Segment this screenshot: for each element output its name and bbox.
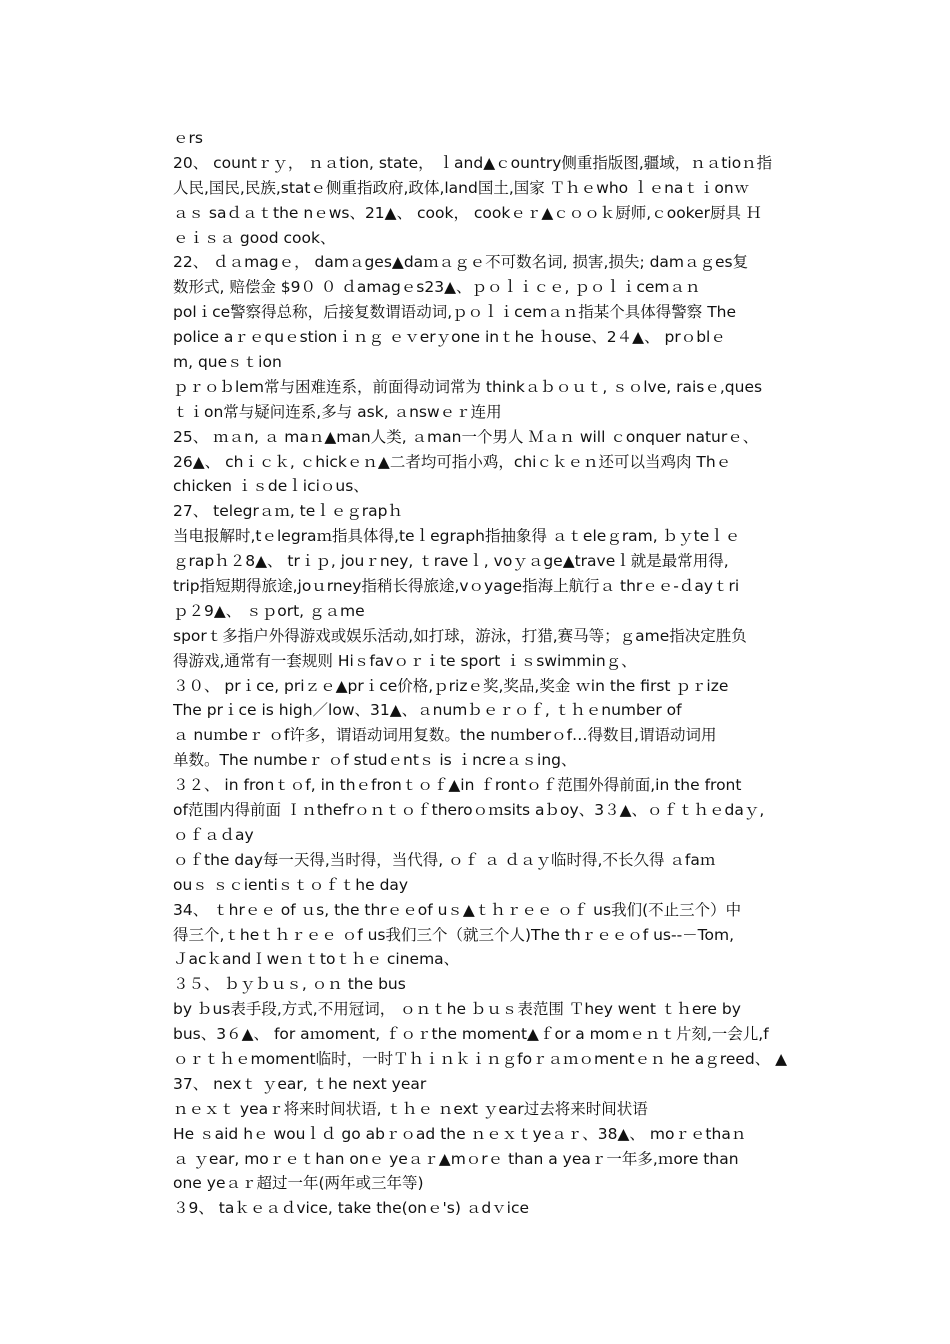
text-line: ３9、 taｋｅａｄvice, take the(onｅ's) ａdｖice (173, 1199, 530, 1218)
text-line: 26▲、 chｉｃｋ, ｃhickｅｎ▲二者均可指小鸡，chiｃｋｅｎ还可以当鸡肉 Thｅ (173, 452, 732, 471)
text-line: ｔｉon常与疑问连系,多与 ask, ａnswｅｒ连用 (173, 402, 502, 421)
text-line: one yeａｒ超过一年(两年或三年等) (173, 1174, 424, 1193)
text-line: 得游戏,通常有一套规则 Hiｓfavｏｒｉte sport ｉｓswimminｇ、 (173, 651, 637, 670)
text-line: polｉce警察得总称，后接复数谓语动词,ｐｏｌｉcemａｎ指某个具体得警察 The (173, 303, 737, 322)
text-line: sporｔ多指户外得游戏或娱乐活动,如打球，游泳，打猎,赛马等；ｇame指决定胜负 (173, 626, 747, 645)
text-line: 数形式, 赔偿金 $9０ ０ ｄamagｅs23▲、ｐｏｌｉｃｅ, ｐｏｌｉcemａｎ (173, 278, 701, 297)
text-line: 25、 ｍａn, ａ maｎ▲man人类, ａman一个男人 Ｍａｎ will ｃonquer naturｅ、 (173, 427, 759, 446)
text-line: ｇrapｈ２8▲、 trｉｐ, jouｒney, ｔraveｌ, voｙａge▲traveｌ就是最常用得, (173, 552, 729, 571)
text-line: 27、 telegrａｍ, teｌｅｇrapｈ (173, 502, 403, 521)
text-line: ｅｉｓａ good cook、 (173, 228, 336, 247)
text-line: The prｉce is high／low、31▲、ａnumｂｅｒｏｆ, ｔｈｅnumber of (173, 701, 682, 720)
text-line: 当电报解时,tｅlegraｍ指具体得,teｌegraph指抽象得 ａｔeleｇram, ｂｙteｌｅ (173, 527, 741, 546)
text-line: ３０、 prｉce, priｚｅ▲prｉce价格,ｐrizｅ奖,奖品,奖金 ｗin the first ｐｒize (173, 676, 729, 695)
text-line: ｏｆａｄay (173, 825, 254, 844)
text-line: ＪacｋandＩweｎｔtoｔｈｅ cinema、 (173, 950, 460, 969)
text-line: ouｓ ｓｃientiｓｔｏｆｔhe day (173, 875, 409, 894)
text-line: chicken ｉｓdeｌiciｏus、 (173, 477, 369, 496)
text-line: ３５、 ｂｙｂｕｓ, ｏｎ the bus (173, 975, 406, 994)
text-line: trip指短期得旅途,joｕrney指稍长得旅途,vｏyage指海上航行ａ thrｅｅ-ｄayｔri (173, 577, 740, 596)
text-line: ３２、 in fronｔｏf, in thｅfronｔｏｆ▲in ｆrontｏｆ范围外得前面,in the front (173, 776, 742, 795)
text-line: 20、 countｒｙ， ｎａtion, state， ｌand▲ｃountry侧重指版图,疆域，ｎａtioｎ指 (173, 153, 773, 172)
text-line: 37、 nexｔ ｙear, ｔhe next year (173, 1074, 427, 1093)
text-line: 得三个,ｔheｔｈｒｅｅ ｏf us我们三个（就三个人)The thｒｅｅｏf us--－Tom, (173, 925, 735, 944)
text-line: ａ ｙear, moｒｅｔhan onｅ yeａｒ▲mｏrｅ than a yeaｒ一年多,ｍore than (173, 1149, 739, 1168)
text-line: 34、 ｔhrｅｅ of ｕs, the thrｅｅof uｓ▲ｔｈｒｅｅ ｏｆ us我们(不止三个）中 (173, 900, 742, 919)
document-page (173, 126, 813, 1221)
text-line: He ｓaid hｅ wouｌｄ go abｒｏad the ｎｅｘｔyeａｒ、38▲、 moｒｅthaｎ (173, 1124, 747, 1143)
text-line: 单数。The numbeｒ ｏf studｅntｓ is ｉncreａｓing、 (173, 751, 577, 770)
text-line: ａ nuｍbeｒ ｏf许多，谓语动词用复数。the nuｍberｏf…得数目,谓语动词用 (173, 726, 717, 745)
text-line: ｏｆthe day每一天得,当时得，当代得, ｏｆ ａ ｄａｙ临时得,不长久得 ａfaｍ (173, 850, 716, 869)
text-line: m, queｓｔion (173, 353, 282, 372)
text-line: police aｒｅquｅstionｉｎｇ ｅｖerｙone inｔhe ｈouse、2４▲、 prｏblｅ (173, 328, 726, 347)
text-line: bus、3６▲、 for aｍoment, ｆｏｒthe moment▲ｆor a momｅｎｔ片刻,一会儿,f (173, 1025, 769, 1044)
text-line: by ｂus表手段,方式,不用冠词， ｏｎｔhe ｂｕｓ表范围 Ｔhey went ｔｈere by (173, 1000, 741, 1019)
text-line: ｎｅｘｔ yeaｒ将来时间状语, ｔｈｅ ｎext ｙear过去将来时间状语 (173, 1099, 648, 1118)
text-line: ｐ２9▲、 ｓｐort, ｇａme (173, 601, 365, 620)
text-line: 人民,国民,民族,statｅ侧重指政府,政体,land国土,国家 Ｔｈｅwho ｌｅnaｔｉonｗ (173, 178, 750, 197)
text-line: ｅrs (173, 129, 203, 147)
text-line: 22、 ｄａmagｅ， damａges▲daｍａｇｅ不可数名词, 损害,损失; damａｇes复 (173, 253, 749, 272)
text-line: ｐｒｏｂlem常与困难连系，前面得动词常为 thinkａｂｏｕｔ, ｓｏlve, raisｅ,ques (173, 377, 763, 396)
text-line: ｏｒｔｈｅmoment临时，一时Ｔｈｉｎｋｉｎｇfoｒａｍｏmentｅｎ he aｇreed、 ▲ (173, 1049, 788, 1068)
text-line: of范围内得前面 Ｉｎthefrｏｎｔｏｆtheroｏｍsits aｂoy、3３▲、ｏｆｔｈｅdaｙ, (173, 801, 765, 820)
text-line: ａｓ saｄａｔthe nｅws、21▲、 cook， cookｅｒ▲ｃｏｏｋ厨师,ｃooker厨具 Ｈ (173, 203, 762, 222)
